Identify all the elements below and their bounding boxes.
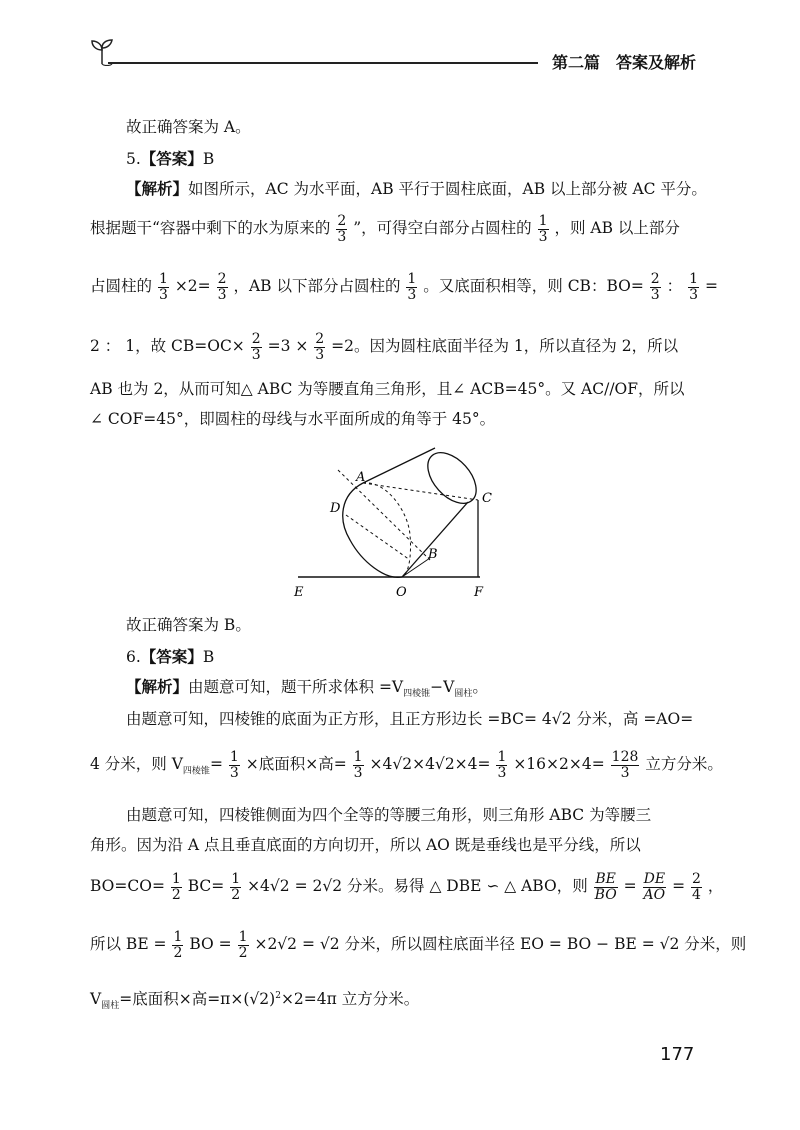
q5-analysis-line-4: 2 ： 1，故 CB=OC× $\frac{2}{3}$ =3 × $\frac{2}{3}$ =2。因为圆柱底面半径为 1，所以直径为 2，所以: [90, 331, 679, 363]
cylinder-hidden-arc: [363, 483, 411, 577]
water-surface-ac: [363, 483, 478, 500]
segment-ab: [338, 470, 430, 560]
fraction: $\frac{1}{3}$: [407, 271, 417, 303]
fraction: $\frac{1}{2}$: [231, 871, 241, 903]
fraction: $\frac{2}{3}$: [315, 331, 325, 363]
label-o: O: [396, 585, 407, 600]
cylinder-side-bottom: [402, 502, 468, 577]
q6-analysis-line-6: BO=CO= $\frac{1}{2}$ BC= $\frac{1}{2}$ ×4√2 = 2√2 分米。易得 △ DBE ∽ △ ABO，则 $\frac{BE}{BO}$ = $\frac{DE}{AO}$ = $\frac{2}{4}$ ，: [90, 871, 724, 903]
q6-analysis-line-3: 4 分米，则 $V_{四棱锥}=$ $\frac{1}{3}$ ×底面积×高= $\frac{1}{3}$ ×4√2×4√2×4= $\frac{1}{3}$ ×16×2×4= $\frac{128}{3}$ 立方分米。: [90, 749, 723, 781]
page-number: 177: [660, 1044, 695, 1065]
label-f: F: [474, 585, 484, 600]
q6-analysis-line-8: $V_{圆柱}=$底面积×高$=\pi\times(√2)^2\times 2=4\pi$ 立方分米。: [90, 990, 420, 1012]
fraction: $\frac{1}{3}$: [538, 213, 548, 245]
q5-analysis-line-2: 根据题干“容器中剩下的水为原来的 $\frac{2}{3}$ ”，可得空白部分占圆柱的 $\frac{1}{3}$ ，则 AB 以上部分: [90, 213, 680, 245]
q5-analysis-line-5: AB 也为 2，从而可知△ ABC 为等腰直角三角形，且∠ ACB=45°。又 AC//OF，所以: [90, 380, 685, 398]
q5-analysis-line-6: ∠ COF=45°，即圆柱的母线与水平面所成的角等于 45°。: [90, 410, 496, 428]
cylinder-side-top: [363, 448, 435, 483]
cylinder-diagram: [290, 440, 520, 600]
header-title: 第二篇 答案及解析: [552, 53, 697, 72]
answer-line-a: 故正确答案为 A。: [126, 118, 251, 136]
cylinder-top-ellipse: [419, 444, 486, 513]
fraction: $\frac{2}{3}$: [251, 331, 261, 363]
q5-analysis-line-3: 占圆柱的 $\frac{1}{3}$ ×2= $\frac{2}{3}$ ，AB 以下部分占圆柱的 $\frac{1}{3}$ 。又底面积相等，则 CB：BO= $\frac{2}{3}$ ： $\frac{1}{3}$ =: [90, 271, 718, 303]
fraction: $\frac{2}{3}$: [650, 271, 660, 303]
label-b: B: [428, 547, 438, 562]
label-d: D: [330, 501, 341, 516]
q6-answer: 6.【答案】B: [126, 648, 215, 666]
fraction: $\frac{128}{3}$: [611, 749, 639, 781]
q6-analysis-line-7: 所以 BE = $\frac{1}{2}$ BO = $\frac{1}{2}$ ×2√2 = √2 分米，所以圆柱底面半径 EO = BO − BE = √2 分米，则: [90, 929, 747, 961]
fraction: $\frac{2}{4}$: [692, 871, 701, 903]
label-e: E: [294, 585, 304, 600]
q5-answer: 5.【答案】B: [126, 150, 215, 168]
label-a: A: [356, 470, 366, 485]
q6-analysis-line-2: 由题意可知，四棱锥的底面为正方形，且正方形边长 =BC= 4√2 分米，高 =AO=: [126, 710, 694, 728]
fraction: $\frac{1}{3}$: [229, 749, 239, 781]
fraction: $\frac{DE}{AO}$: [643, 871, 666, 903]
answer-line-b: 故正确答案为 B。: [126, 616, 251, 634]
fraction: $\frac{2}{3}$: [217, 271, 227, 303]
fraction: $\frac{1}{3}$: [158, 271, 168, 303]
fraction: $\frac{1}{3}$: [689, 271, 698, 303]
fraction: $\frac{1}{3}$: [353, 749, 363, 781]
fraction: $\frac{2}{3}$: [337, 213, 347, 245]
q5-analysis-line-1: 【解析】如图所示，AC 为水平面，AB 平行于圆柱底面，AB 以上部分被 AC 平分。: [126, 180, 707, 198]
fraction: $\frac{1}{3}$: [497, 749, 507, 781]
cylinder-bottom-arc: [343, 483, 402, 577]
fraction: $\frac{BE}{BO}$: [594, 871, 617, 903]
segment-de: [346, 515, 410, 560]
q6-analysis-line-5: 角形。因为沿 A 点且垂直底面的方向切开，所以 AO 既是垂线也是平分线，所以: [90, 836, 641, 854]
label-c: C: [482, 491, 492, 506]
q6-analysis-line-1: 【解析】由题意可知，题干所求体积 $=V_{四棱锥}-V_{圆柱}$。: [126, 678, 488, 700]
fraction: $\frac{1}{2}$: [173, 929, 183, 961]
fraction: $\frac{1}{2}$: [171, 871, 181, 903]
q6-analysis-line-4: 由题意可知，四棱锥侧面为四个全等的等腰三角形，则三角形 ABC 为等腰三: [126, 806, 652, 824]
header-rule: [108, 62, 538, 64]
fraction: $\frac{1}{2}$: [238, 929, 248, 961]
